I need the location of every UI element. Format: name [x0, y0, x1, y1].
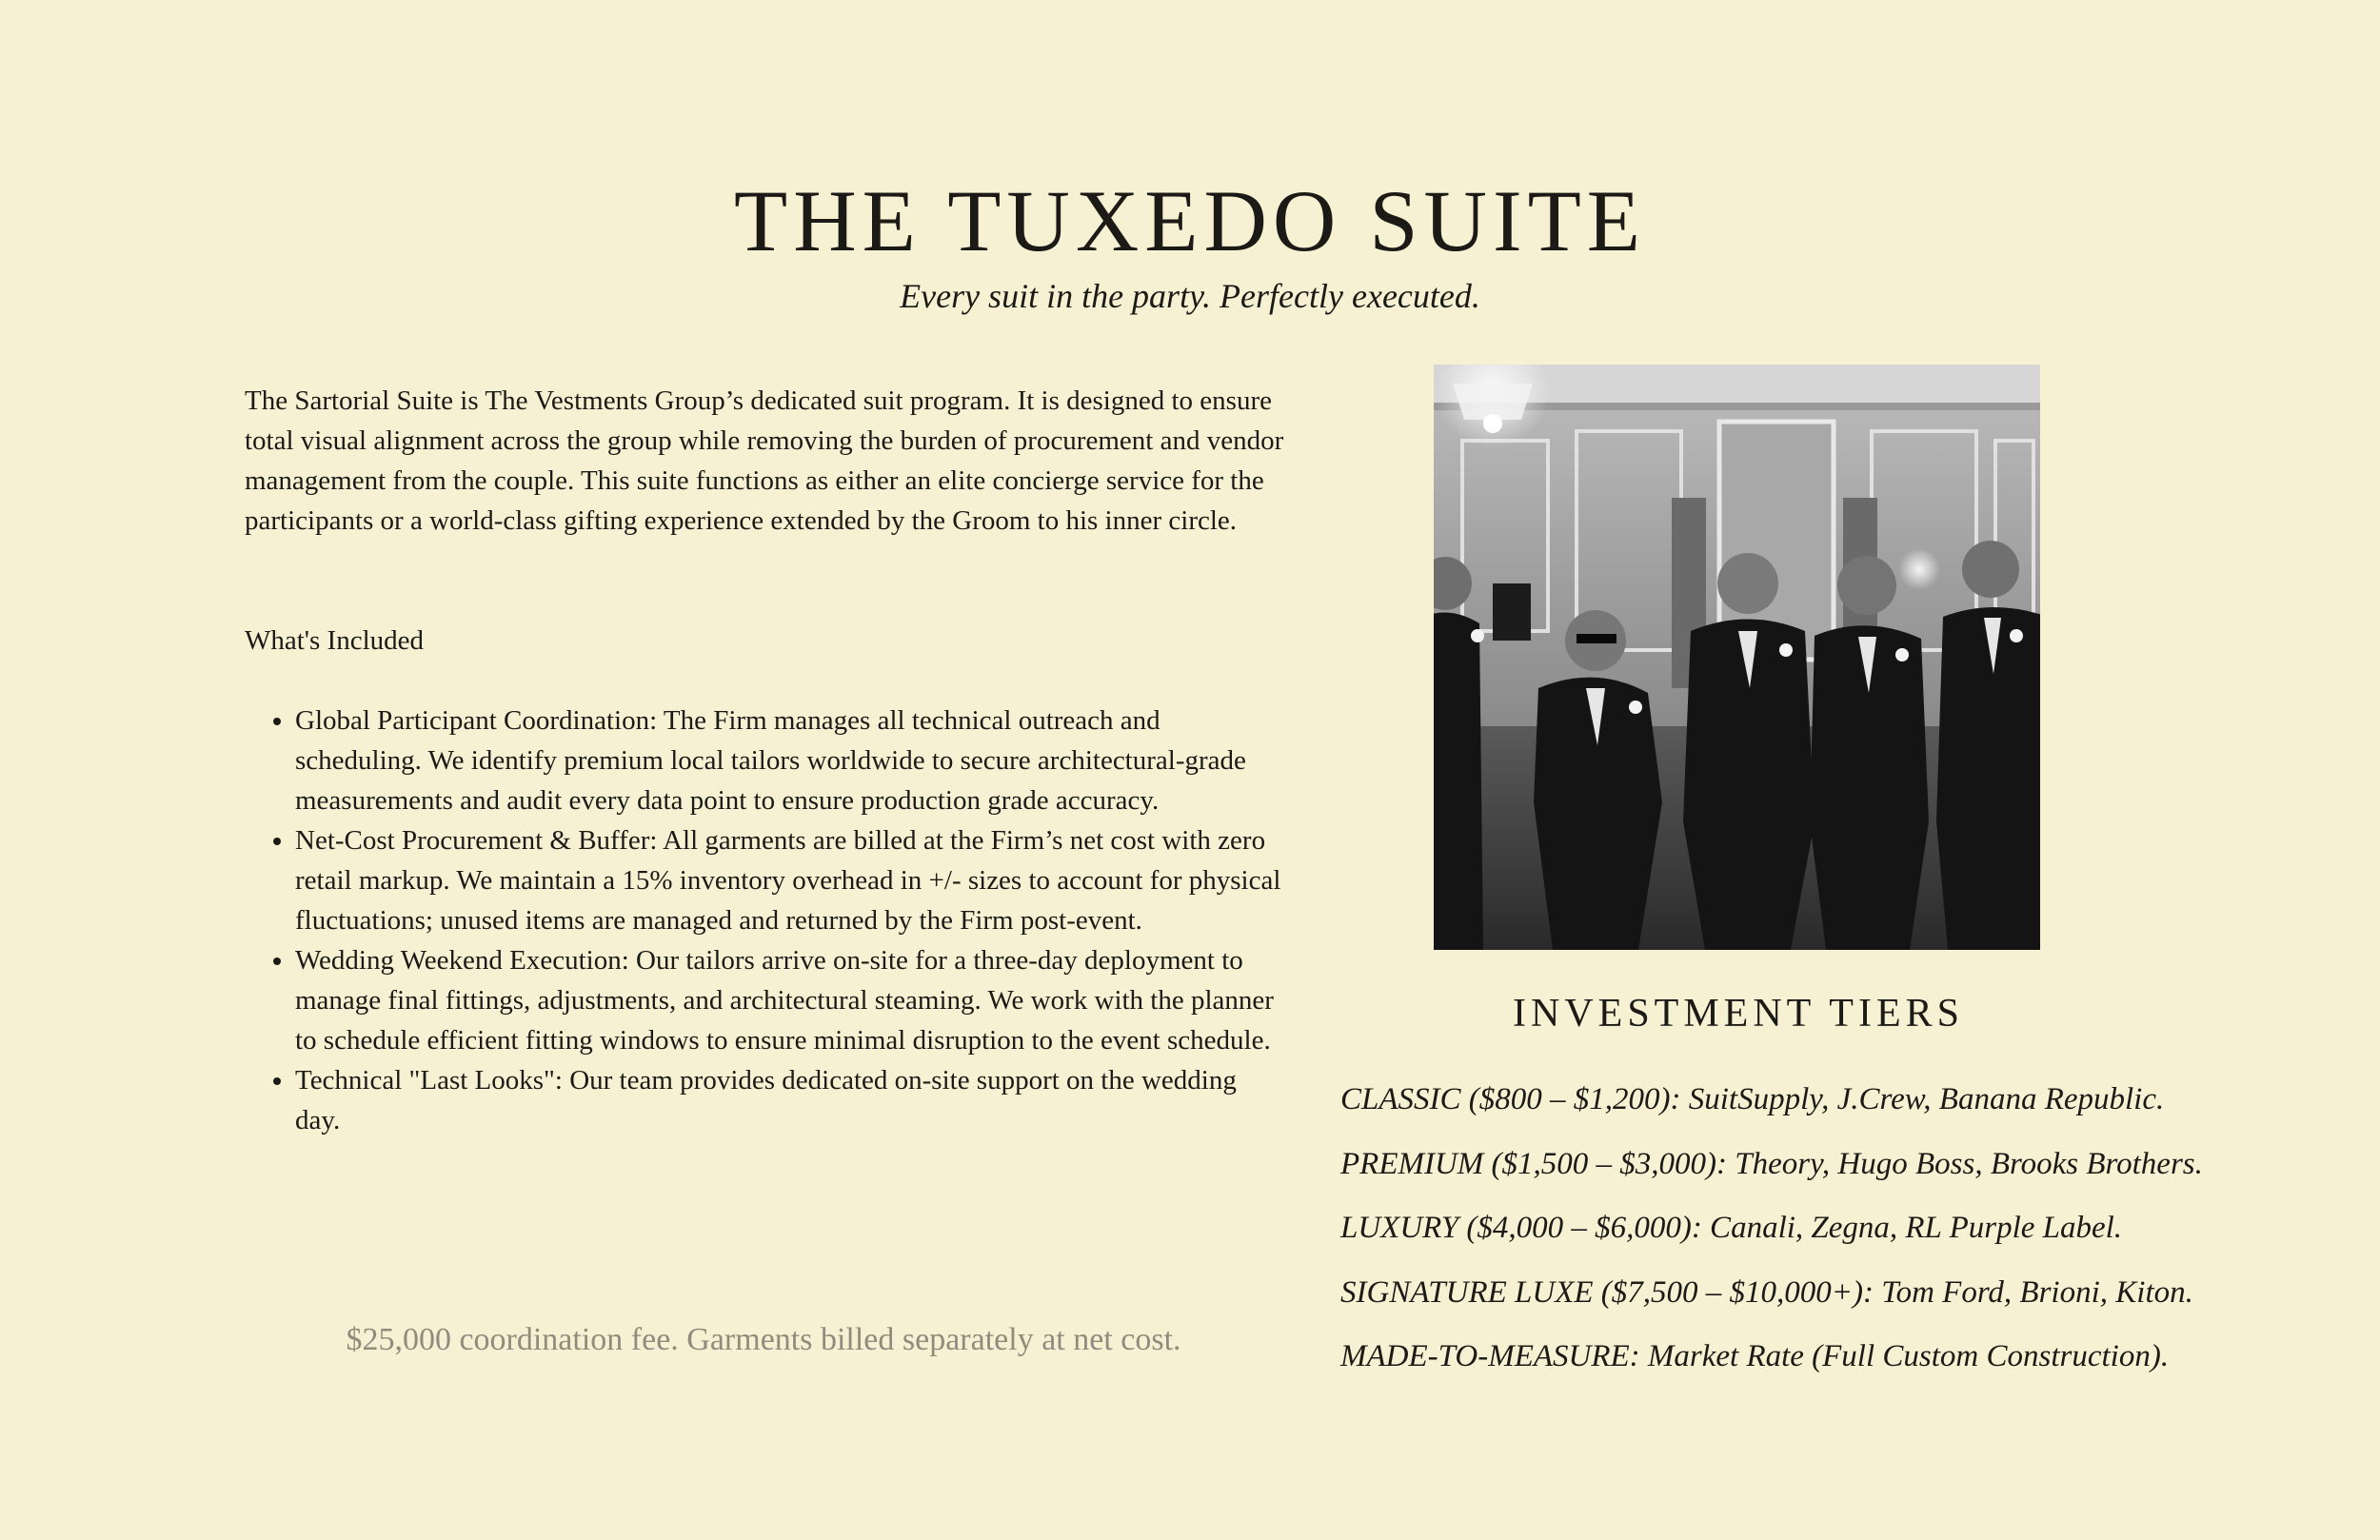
- list-item-last-looks: • Technical "Last Looks": Our team provides dedicated on-site support on the wedding day.: [295, 1060, 1282, 1140]
- tier-signature-luxe: SIGNATURE LUXE ($7,500 – $10,000+): Tom Ford, Brioni, Kiton.: [1340, 1274, 2193, 1310]
- investment-tier-list: [1340, 1068, 2350, 1390]
- list-item-coordination: • Global Participant Coordination: The Firm manages all technical outreach and scheduling. We identify premium local tailors worldwide to secure architectural-grade measurements and audit every data point to ensure production grade accuracy.: [295, 701, 1282, 820]
- intro-paragraph: The Sartorial Suite is The Vestments Group’s dedicated suit program. It is designed to ensure total visual alignment across the group while removing the burden of procurement and vendor management from the couple. This suite functions as either an elite concierge service for the participants or a world-class gifting experience extended by the Groom to his inner circle.: [245, 385, 1284, 536]
- tier-classic: CLASSIC ($800 – $1,200): SuitSupply, J.Crew, Banana Republic.: [1340, 1082, 2165, 1116]
- tier-premium: PREMIUM ($1,500 – $3,000): Theory, Hugo Boss, Brooks Brothers.: [1340, 1146, 2203, 1181]
- list-item-procurement: • Net-Cost Procurement & Buffer: All garments are billed at the Firm’s net cost with zero retail markup. We maintain a 15% inventory overhead in +/- sizes to account for physical fluctuations; unused items are managed and returned by the Firm post-event.: [295, 820, 1282, 940]
- tier-made-to-measure: MADE-TO-MEASURE: Market Rate (Full Custom Construction).: [1340, 1339, 2170, 1373]
- investment-tiers-title: INVESTMENT TIERS: [1513, 992, 1964, 1036]
- groomsmen-photo: [1434, 365, 2040, 950]
- page-title: THE TUXEDO SUITE: [734, 172, 1646, 269]
- tier-luxury: LUXURY ($4,000 – $6,000): Canali, Zegna, RL Purple Label.: [1340, 1211, 2123, 1245]
- whats-included-heading: What's Included: [245, 625, 425, 656]
- list-item-execution: • Wedding Weekend Execution: Our tailors arrive on-site for a three-day deployment to manage final fittings, adjustments, and architectural steaming. We work with the planner to schedule efficient fitting windows to ensure minimal disruption to the event schedule.: [295, 940, 1282, 1060]
- fee-note: $25,000 coordination fee. Garments billed separately at net cost.: [346, 1322, 1181, 1357]
- included-list: [245, 701, 1282, 1140]
- page-subtitle: Every suit in the party. Perfectly executed.: [900, 277, 1480, 315]
